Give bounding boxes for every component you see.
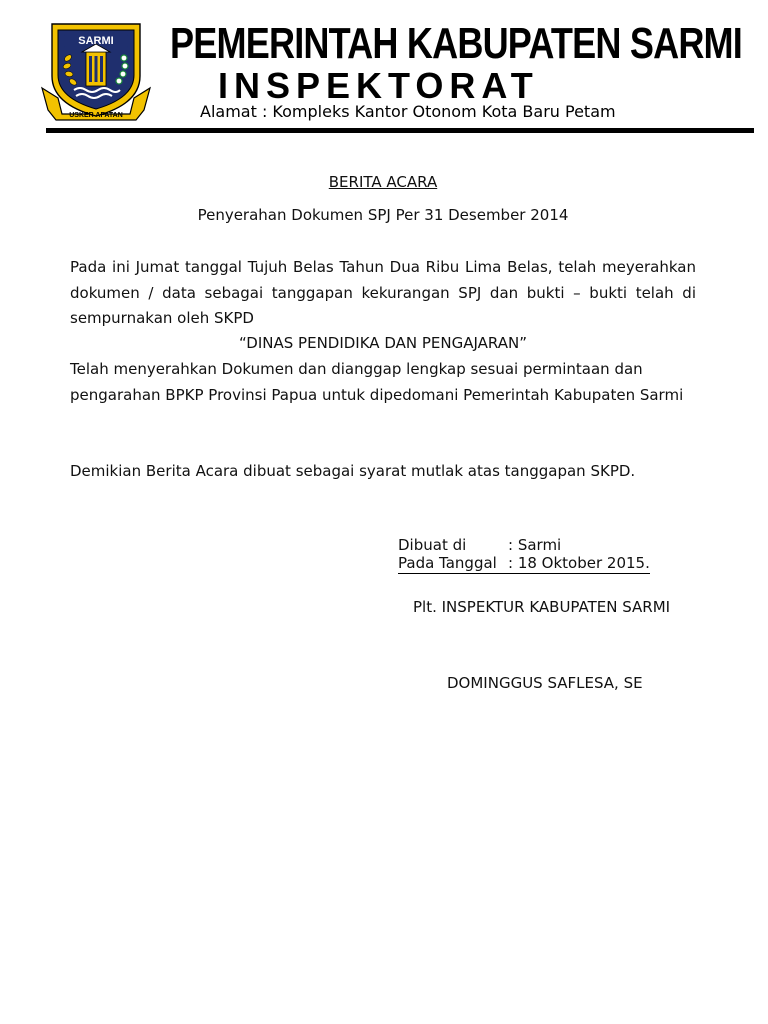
paragraph-closing: Demikian Berita Acara dibuat sebagai syarat mutlak atas tanggapan SKPD. [70,462,636,480]
paragraph-acceptance: Telah menyerahkan Dokumen dan dianggap lengkap sesuai permintaan dan pengarahan BPKP Provinsi Papua untuk dipedomani Pemerintah Kabupaten Sarmi [70,360,684,404]
document-title: BERITA ACARA [328,173,438,191]
signatory-position: Plt. INSPEKTUR KABUPATEN SARMI [413,598,671,616]
sarmi-regency-logo [40,18,152,124]
government-title: PEMERINTAH KABUPATEN SARMI [170,19,743,68]
logo-text-top: SARMI [78,35,114,47]
skpd-name: “DINAS PENDIDIKA DAN PENGAJARAN” [238,334,527,352]
document-subtitle: Penyerahan Dokumen SPJ Per 31 Desember 2014 [197,206,569,224]
header-divider [46,128,754,133]
date-value: : 18 Oktober 2015. [508,554,650,572]
place-label: Dibuat di [398,536,467,554]
paragraph-handover: Pada ini Jumat tanggal Tujuh Belas Tahun Dua Ribu Lima Belas, telah meyerahkan dokumen / data sebagai tanggapan kekurangan SPJ dan bukti – bukti telah di sempurnakan oleh SKPD [70,258,696,327]
signature-place-date [398,536,650,574]
office-address: Alamat : Kompleks Kantor Otonom Kota Baru Petam [200,102,616,121]
date-label: Pada Tanggal [398,554,497,572]
signatory-name: DOMINGGUS SAFLESA, SE [447,674,643,692]
signature-date-row [398,554,650,574]
signature-place-row [398,536,650,554]
logo-text-bottom: USKER AFATAN [69,112,123,119]
office-title: INSPEKTORAT [218,65,539,106]
place-value: : Sarmi [508,536,562,554]
